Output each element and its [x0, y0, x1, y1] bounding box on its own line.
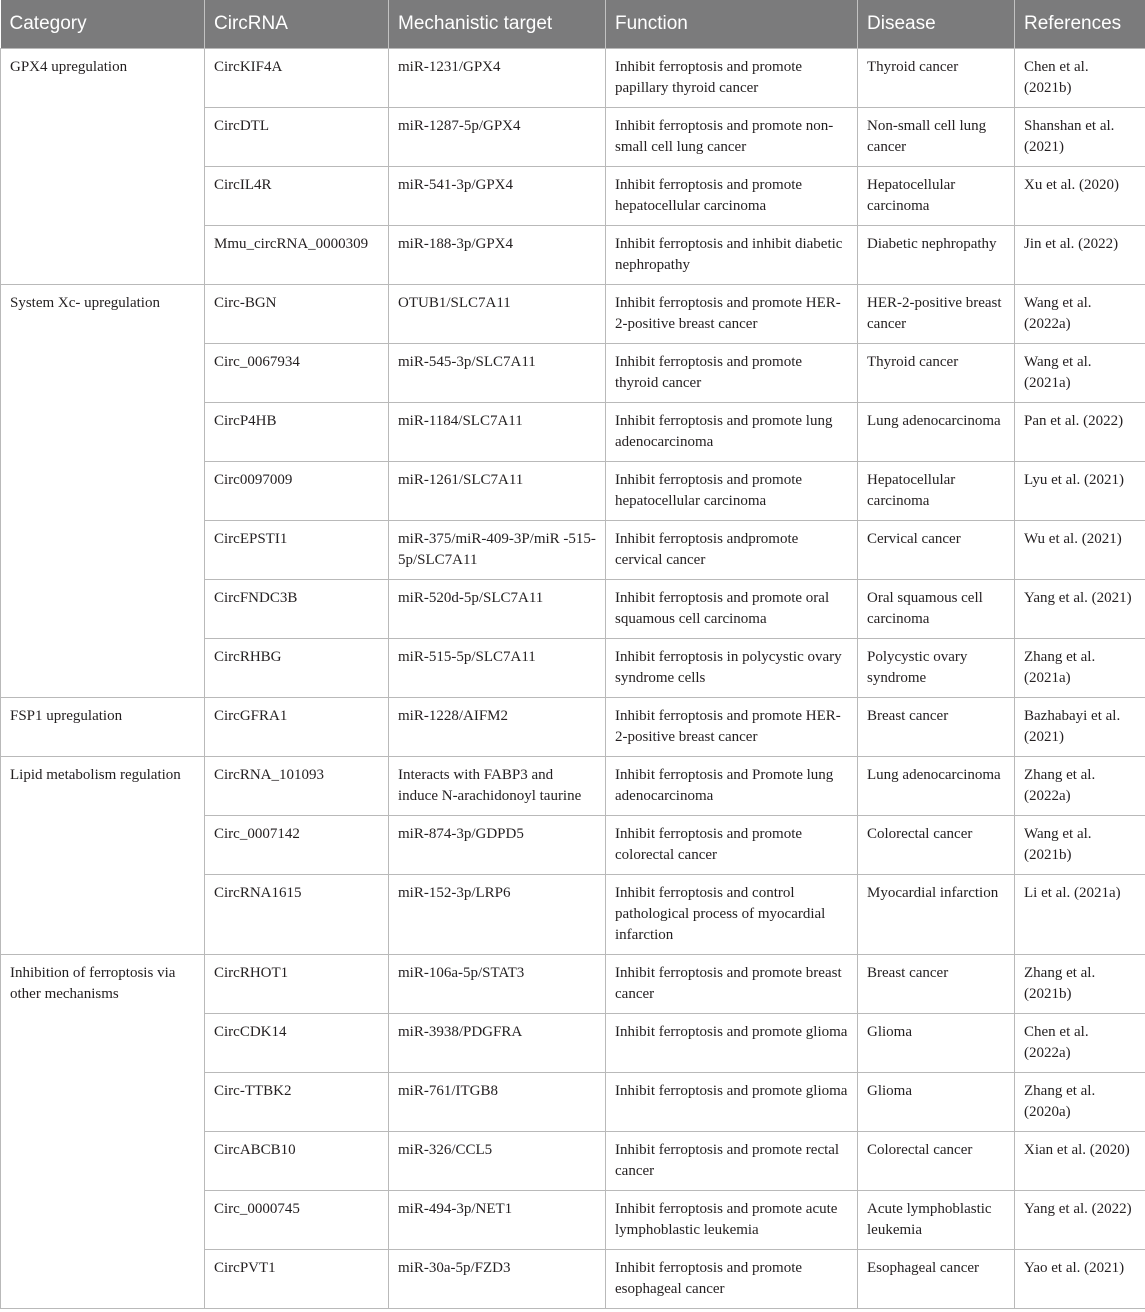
reference-cell: Wang et al. (2021a)	[1015, 343, 1145, 402]
category-cell: FSP1 upregulation	[1, 697, 205, 756]
disease-cell: Lung adenocarcinoma	[858, 756, 1015, 815]
category-cell: System Xc- upregulation	[1, 284, 205, 697]
target-cell: miR-1287-5p/GPX4	[389, 107, 606, 166]
target-cell: miR-545-3p/SLC7A11	[389, 343, 606, 402]
function-cell: Inhibit ferroptosis and promote hepatocellular carcinoma	[606, 461, 858, 520]
target-cell: miR-1228/AIFM2	[389, 697, 606, 756]
disease-cell: Myocardial infarction	[858, 874, 1015, 954]
disease-cell: Non-small cell lung cancer	[858, 107, 1015, 166]
reference-cell: Zhang et al. (2020a)	[1015, 1072, 1145, 1131]
function-cell: Inhibit ferroptosis and promote glioma	[606, 1013, 858, 1072]
function-cell: Inhibit ferroptosis in polycystic ovary syndrome cells	[606, 638, 858, 697]
header-mechanistic-target: Mechanistic target	[389, 0, 606, 48]
function-cell: Inhibit ferroptosis and Promote lung adenocarcinoma	[606, 756, 858, 815]
function-cell: Inhibit ferroptosis and control pathological process of myocardial infarction	[606, 874, 858, 954]
table-row	[1, 756, 1145, 815]
circrna-cell: Mmu_circRNA_0000309	[205, 225, 389, 284]
disease-cell: Esophageal cancer	[858, 1249, 1015, 1308]
circrna-cell: CircRHOT1	[205, 954, 389, 1013]
function-cell: Inhibit ferroptosis andpromote cervical cancer	[606, 520, 858, 579]
disease-cell: HER-2-positive breast cancer	[858, 284, 1015, 343]
circrna-cell: CircRNA1615	[205, 874, 389, 954]
disease-cell: Hepatocellular carcinoma	[858, 461, 1015, 520]
function-cell: Inhibit ferroptosis and promote HER-2-positive breast cancer	[606, 697, 858, 756]
target-cell: Interacts with FABP3 and induce N-arachidonoyl taurine	[389, 756, 606, 815]
disease-cell: Acute lymphoblastic leukemia	[858, 1190, 1015, 1249]
category-cell: GPX4 upregulation	[1, 48, 205, 284]
table-row	[1, 954, 1145, 1013]
function-cell: Inhibit ferroptosis and inhibit diabetic nephropathy	[606, 225, 858, 284]
circrna-cell: CircIL4R	[205, 166, 389, 225]
circrna-cell: CircABCB10	[205, 1131, 389, 1190]
circrna-cell: Circ0097009	[205, 461, 389, 520]
function-cell: Inhibit ferroptosis and promote lung adenocarcinoma	[606, 402, 858, 461]
reference-cell: Wang et al. (2022a)	[1015, 284, 1145, 343]
circrna-cell: CircKIF4A	[205, 48, 389, 107]
reference-cell: Chen et al. (2022a)	[1015, 1013, 1145, 1072]
category-cell: Lipid metabolism regulation	[1, 756, 205, 954]
circrna-cell: CircEPSTI1	[205, 520, 389, 579]
target-cell: miR-375/miR-409-3P/miR -515-5p/SLC7A11	[389, 520, 606, 579]
function-cell: Inhibit ferroptosis and promote hepatocellular carcinoma	[606, 166, 858, 225]
function-cell: Inhibit ferroptosis and promote HER-2-positive breast cancer	[606, 284, 858, 343]
target-cell: miR-874-3p/GDPD5	[389, 815, 606, 874]
target-cell: miR-515-5p/SLC7A11	[389, 638, 606, 697]
circrna-cell: Circ_0007142	[205, 815, 389, 874]
reference-cell: Pan et al. (2022)	[1015, 402, 1145, 461]
reference-cell: Xu et al. (2020)	[1015, 166, 1145, 225]
reference-cell: Wang et al. (2021b)	[1015, 815, 1145, 874]
target-cell: miR-1231/GPX4	[389, 48, 606, 107]
header-category: Category	[1, 0, 205, 48]
disease-cell: Colorectal cancer	[858, 815, 1015, 874]
reference-cell: Bazhabayi et al. (2021)	[1015, 697, 1145, 756]
disease-cell: Polycystic ovary syndrome	[858, 638, 1015, 697]
disease-cell: Thyroid cancer	[858, 343, 1015, 402]
function-cell: Inhibit ferroptosis and promote thyroid cancer	[606, 343, 858, 402]
disease-cell: Colorectal cancer	[858, 1131, 1015, 1190]
reference-cell: Zhang et al. (2021b)	[1015, 954, 1145, 1013]
reference-cell: Wu et al. (2021)	[1015, 520, 1145, 579]
reference-cell: Shanshan et al. (2021)	[1015, 107, 1145, 166]
reference-cell: Xian et al. (2020)	[1015, 1131, 1145, 1190]
circrna-cell: CircDTL	[205, 107, 389, 166]
function-cell: Inhibit ferroptosis and promote papillary thyroid cancer	[606, 48, 858, 107]
table-row	[1, 284, 1145, 343]
target-cell: miR-761/ITGB8	[389, 1072, 606, 1131]
reference-cell: Li et al. (2021a)	[1015, 874, 1145, 954]
disease-cell: Lung adenocarcinoma	[858, 402, 1015, 461]
header-row	[1, 0, 1145, 48]
circrna-cell: CircCDK14	[205, 1013, 389, 1072]
circrna-cell: CircGFRA1	[205, 697, 389, 756]
circrna-cell: Circ-BGN	[205, 284, 389, 343]
function-cell: Inhibit ferroptosis and promote glioma	[606, 1072, 858, 1131]
disease-cell: Cervical cancer	[858, 520, 1015, 579]
target-cell: miR-1261/SLC7A11	[389, 461, 606, 520]
function-cell: Inhibit ferroptosis and promote esophageal cancer	[606, 1249, 858, 1308]
reference-cell: Yang et al. (2021)	[1015, 579, 1145, 638]
target-cell: miR-30a-5p/FZD3	[389, 1249, 606, 1308]
circrna-cell: CircFNDC3B	[205, 579, 389, 638]
reference-cell: Chen et al. (2021b)	[1015, 48, 1145, 107]
function-cell: Inhibit ferroptosis and promote acute lymphoblastic leukemia	[606, 1190, 858, 1249]
function-cell: Inhibit ferroptosis and promote rectal cancer	[606, 1131, 858, 1190]
circrna-cell: Circ-TTBK2	[205, 1072, 389, 1131]
header-circrna: CircRNA	[205, 0, 389, 48]
target-cell: miR-152-3p/LRP6	[389, 874, 606, 954]
circrna-cell: CircRHBG	[205, 638, 389, 697]
reference-cell: Yang et al. (2022)	[1015, 1190, 1145, 1249]
target-cell: miR-106a-5p/STAT3	[389, 954, 606, 1013]
reference-cell: Zhang et al. (2022a)	[1015, 756, 1145, 815]
function-cell: Inhibit ferroptosis and promote colorectal cancer	[606, 815, 858, 874]
table-row	[1, 697, 1145, 756]
target-cell: miR-541-3p/GPX4	[389, 166, 606, 225]
reference-cell: Zhang et al. (2021a)	[1015, 638, 1145, 697]
circrna-cell: CircP4HB	[205, 402, 389, 461]
function-cell: Inhibit ferroptosis and promote non-small cell lung cancer	[606, 107, 858, 166]
header-references: References	[1015, 0, 1145, 48]
disease-cell: Thyroid cancer	[858, 48, 1015, 107]
disease-cell: Diabetic nephropathy	[858, 225, 1015, 284]
circrna-cell: CircRNA_101093	[205, 756, 389, 815]
disease-cell: Breast cancer	[858, 954, 1015, 1013]
target-cell: miR-3938/PDGFRA	[389, 1013, 606, 1072]
circrna-cell: CircPVT1	[205, 1249, 389, 1308]
disease-cell: Glioma	[858, 1013, 1015, 1072]
target-cell: miR-494-3p/NET1	[389, 1190, 606, 1249]
function-cell: Inhibit ferroptosis and promote breast cancer	[606, 954, 858, 1013]
reference-cell: Yao et al. (2021)	[1015, 1249, 1145, 1308]
category-cell: Inhibition of ferroptosis via other mechanisms	[1, 954, 205, 1308]
disease-cell: Breast cancer	[858, 697, 1015, 756]
target-cell: miR-326/CCL5	[389, 1131, 606, 1190]
target-cell: miR-1184/SLC7A11	[389, 402, 606, 461]
disease-cell: Glioma	[858, 1072, 1015, 1131]
target-cell: miR-520d-5p/SLC7A11	[389, 579, 606, 638]
header-function: Function	[606, 0, 858, 48]
target-cell: OTUB1/SLC7A11	[389, 284, 606, 343]
circrna-cell: Circ_0067934	[205, 343, 389, 402]
circrna-cell: Circ_0000745	[205, 1190, 389, 1249]
header-disease: Disease	[858, 0, 1015, 48]
reference-cell: Jin et al. (2022)	[1015, 225, 1145, 284]
disease-cell: Oral squamous cell carcinoma	[858, 579, 1015, 638]
table-row	[1, 48, 1145, 107]
reference-cell: Lyu et al. (2021)	[1015, 461, 1145, 520]
function-cell: Inhibit ferroptosis and promote oral squamous cell carcinoma	[606, 579, 858, 638]
target-cell: miR-188-3p/GPX4	[389, 225, 606, 284]
disease-cell: Hepatocellular carcinoma	[858, 166, 1015, 225]
